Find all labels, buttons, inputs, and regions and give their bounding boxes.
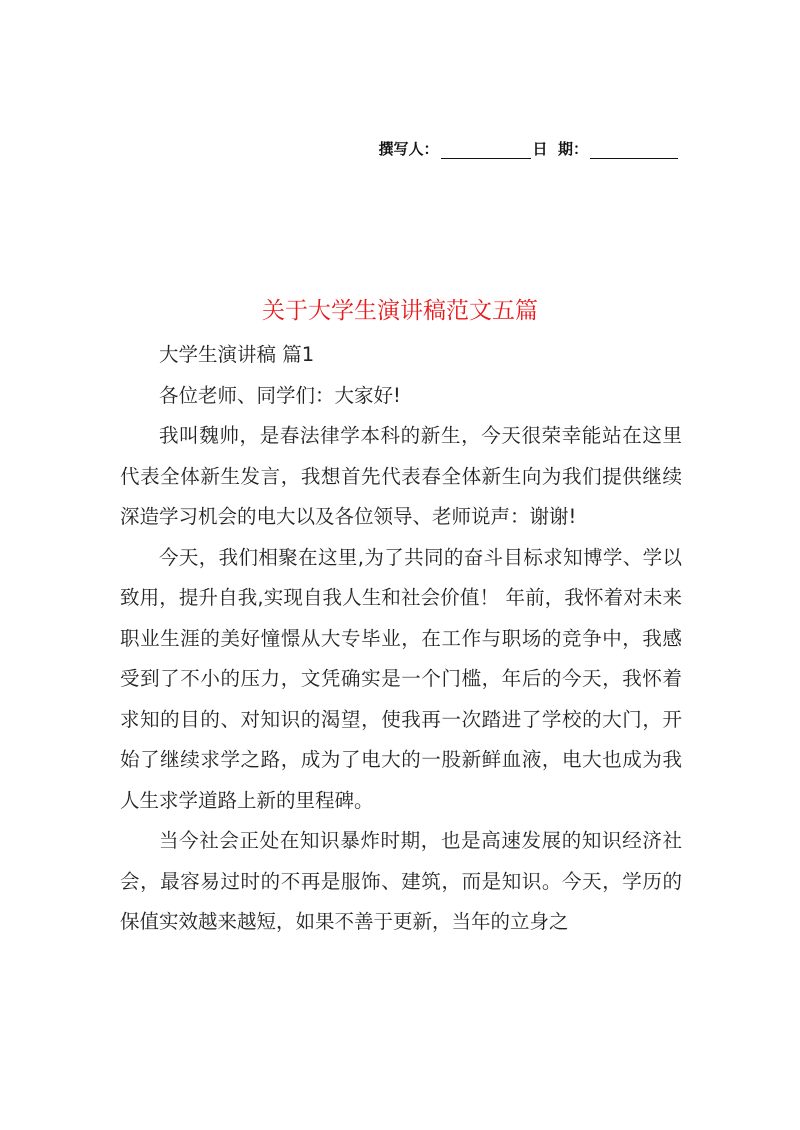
- greeting-paragraph: 各位老师、同学们：大家好!: [159, 383, 401, 407]
- author-date-line: [379, 138, 680, 159]
- author-blank-line: [441, 144, 531, 159]
- date-label: 日 期：: [532, 140, 588, 158]
- body-paragraph: 今天，我们相聚在这里,为了共同的奋斗目标求知博学、学以致用，提升自我,实现自我人生和社会价值！ 年前，我怀着对未来职业生涯的美好憧憬从大专毕业，在工作与职场的竞争中，我感受到了不小的压力，文凭确实是一个门槛，年后的今天，我怀着求知的目的、对知识的渴望，使我再一次踏进了学校的大门，开始了继续求学之路，成为了电大的一股新鲜血液，电大也成为我人生求学道路上新的里程碑。: [120, 545, 682, 812]
- date-blank-line: [590, 144, 678, 159]
- author-label: 撰写人：: [378, 140, 439, 158]
- body-paragraph: 我叫魏帅，是春法律学本科的新生，今天很荣幸能站在这里代表全体新生发言，我想首先代表春全体新生向为我们提供继续深造学习机会的电大以及各位领导、老师说声：谢谢!: [120, 424, 682, 528]
- document-title: 关于大学生演讲稿范文五篇: [262, 298, 538, 324]
- document-body: [120, 335, 682, 943]
- section-heading: 大学生演讲稿 篇1: [159, 343, 315, 366]
- body-paragraph: 当今社会正处在知识暴炸时期，也是高速发展的知识经济社会，最容易过时的不再是服饰、建筑，而是知识。今天，学历的保值实效越来越短，如果不善于更新，当年的立身之: [120, 829, 682, 933]
